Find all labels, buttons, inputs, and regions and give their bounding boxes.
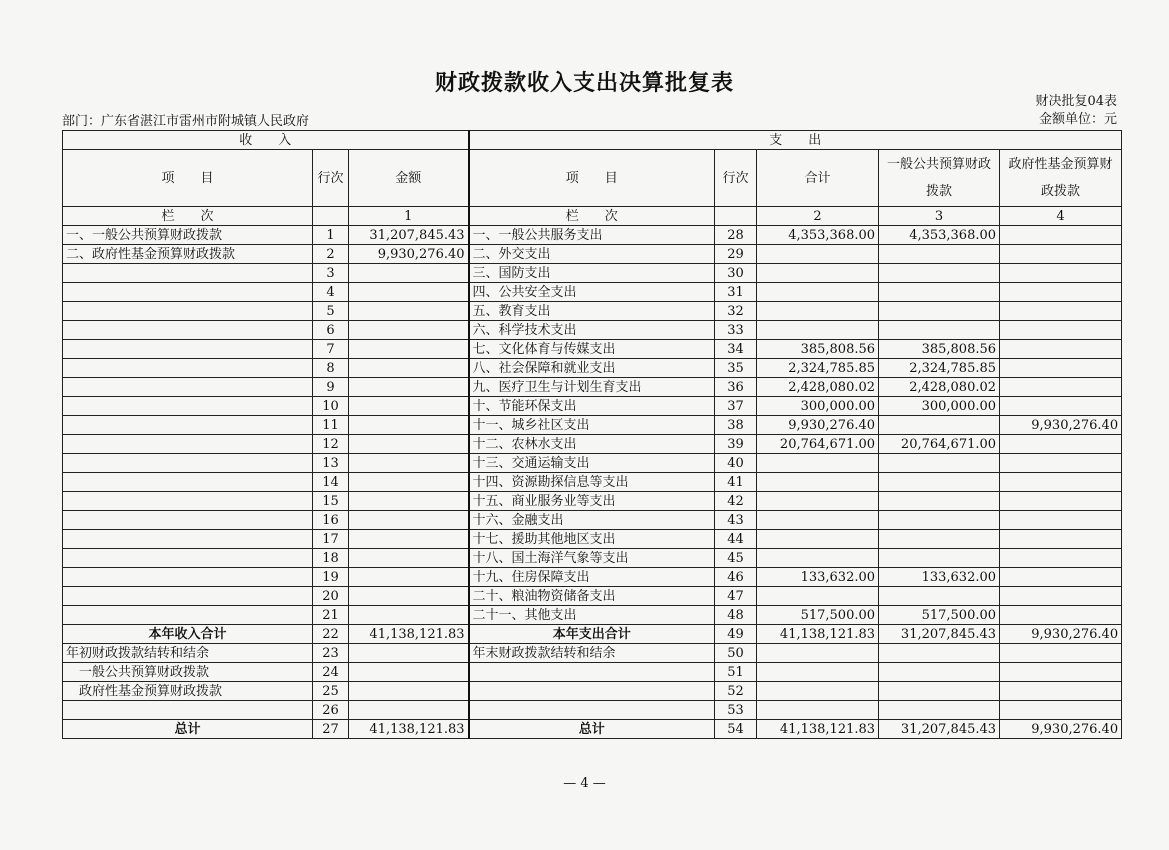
expense-total-cell: 300,000.00 bbox=[757, 397, 879, 416]
expense-item-cell bbox=[469, 701, 715, 720]
income-rowno-cell: 20 bbox=[313, 587, 349, 606]
expense-col2-index: 2 bbox=[757, 207, 879, 226]
income-rowno-cell: 12 bbox=[313, 435, 349, 454]
table-row bbox=[63, 302, 1122, 321]
expense-total-cell bbox=[757, 682, 879, 701]
expense-total-cell bbox=[757, 587, 879, 606]
fund-budget-cell bbox=[1000, 587, 1122, 606]
expense-total-cell: 4,353,368.00 bbox=[757, 226, 879, 245]
expense-item-cell: 一、一般公共服务支出 bbox=[469, 226, 715, 245]
fund-budget-cell bbox=[1000, 397, 1122, 416]
income-item-cell bbox=[63, 397, 313, 416]
table-row bbox=[63, 606, 1122, 625]
table-row bbox=[63, 245, 1122, 264]
income-rowno-cell: 22 bbox=[313, 625, 349, 644]
fund-budget-cell bbox=[1000, 359, 1122, 378]
income-amount-cell bbox=[349, 492, 469, 511]
expense-col-label: 栏 次 bbox=[469, 207, 715, 226]
income-item-cell bbox=[63, 701, 313, 720]
income-rowno-cell: 11 bbox=[313, 416, 349, 435]
expense-rowno-cell: 46 bbox=[715, 568, 757, 587]
expense-total-cell: 20,764,671.00 bbox=[757, 435, 879, 454]
expense-total-cell: 2,428,080.02 bbox=[757, 378, 879, 397]
income-rowno-cell: 18 bbox=[313, 549, 349, 568]
expense-item-cell: 本年支出合计 bbox=[469, 625, 715, 644]
fund-budget-cell bbox=[1000, 378, 1122, 397]
income-rowno-cell: 3 bbox=[313, 264, 349, 283]
expense-item-cell: 九、医疗卫生与计划生育支出 bbox=[469, 378, 715, 397]
income-amount-header: 金额 bbox=[349, 150, 469, 207]
expense-item-cell bbox=[469, 663, 715, 682]
income-item-cell: 一、一般公共预算财政拨款 bbox=[63, 226, 313, 245]
general-budget-cell: 31,207,845.43 bbox=[879, 720, 1000, 739]
income-group-header: 收 入 bbox=[63, 131, 469, 150]
income-item-cell bbox=[63, 340, 313, 359]
expense-item-cell: 二十、粮油物资储备支出 bbox=[469, 587, 715, 606]
income-amount-cell: 9,930,276.40 bbox=[349, 245, 469, 264]
expense-item-cell bbox=[469, 682, 715, 701]
expense-total-cell: 517,500.00 bbox=[757, 606, 879, 625]
income-rowno-cell: 6 bbox=[313, 321, 349, 340]
fund-budget-header: 政府性基金预算财政拨款 bbox=[1000, 150, 1122, 207]
income-col-label: 栏 次 bbox=[63, 207, 313, 226]
income-item-cell: 政府性基金预算财政拨款 bbox=[63, 682, 313, 701]
general-budget-cell bbox=[879, 416, 1000, 435]
income-amount-cell: 31,207,845.43 bbox=[349, 226, 469, 245]
fund-budget-cell bbox=[1000, 321, 1122, 340]
income-rowno-cell: 14 bbox=[313, 473, 349, 492]
income-item-cell bbox=[63, 511, 313, 530]
form-code: 财决批复04表 bbox=[1035, 94, 1117, 109]
income-rowno-cell: 1 bbox=[313, 226, 349, 245]
income-rowno-cell: 8 bbox=[313, 359, 349, 378]
income-amount-cell bbox=[349, 378, 469, 397]
income-item-cell bbox=[63, 435, 313, 454]
expense-item-cell: 八、社会保障和就业支出 bbox=[469, 359, 715, 378]
income-amount-cell: 41,138,121.83 bbox=[349, 720, 469, 739]
fund-budget-cell bbox=[1000, 530, 1122, 549]
fund-budget-cell bbox=[1000, 663, 1122, 682]
group-header-row bbox=[63, 131, 1122, 150]
expense-item-header: 项 目 bbox=[469, 150, 715, 207]
expense-total-cell bbox=[757, 302, 879, 321]
general-budget-cell bbox=[879, 473, 1000, 492]
expense-rowno-cell: 37 bbox=[715, 397, 757, 416]
table-row bbox=[63, 720, 1122, 739]
expense-total-cell bbox=[757, 663, 879, 682]
income-item-cell bbox=[63, 473, 313, 492]
expense-item-cell: 二十一、其他支出 bbox=[469, 606, 715, 625]
fund-budget-cell bbox=[1000, 473, 1122, 492]
table-row bbox=[63, 625, 1122, 644]
expense-rowno-cell: 47 bbox=[715, 587, 757, 606]
fund-budget-cell: 9,930,276.40 bbox=[1000, 720, 1122, 739]
income-rowno-cell: 26 bbox=[313, 701, 349, 720]
income-rowno-cell: 24 bbox=[313, 663, 349, 682]
expense-item-cell: 十四、资源勘探信息等支出 bbox=[469, 473, 715, 492]
expense-total-cell: 41,138,121.83 bbox=[757, 720, 879, 739]
table-row bbox=[63, 568, 1122, 587]
general-budget-cell bbox=[879, 663, 1000, 682]
table-row bbox=[63, 416, 1122, 435]
income-amount-cell bbox=[349, 454, 469, 473]
general-budget-cell: 31,207,845.43 bbox=[879, 625, 1000, 644]
table-row bbox=[63, 264, 1122, 283]
income-rowno-cell: 25 bbox=[313, 682, 349, 701]
general-budget-cell: 385,808.56 bbox=[879, 340, 1000, 359]
table-row bbox=[63, 549, 1122, 568]
general-budget-cell bbox=[879, 283, 1000, 302]
expense-item-cell: 总计 bbox=[469, 720, 715, 739]
expense-total-cell bbox=[757, 511, 879, 530]
income-amount-cell bbox=[349, 397, 469, 416]
expense-rowno-cell: 45 bbox=[715, 549, 757, 568]
table-row bbox=[63, 701, 1122, 720]
expense-rowno-cell: 33 bbox=[715, 321, 757, 340]
income-rowno-cell: 10 bbox=[313, 397, 349, 416]
expense-total-cell bbox=[757, 492, 879, 511]
income-amount-cell bbox=[349, 682, 469, 701]
income-amount-cell bbox=[349, 283, 469, 302]
income-rowno-cell: 15 bbox=[313, 492, 349, 511]
expense-item-cell: 十、节能环保支出 bbox=[469, 397, 715, 416]
income-amount-cell bbox=[349, 663, 469, 682]
income-item-cell bbox=[63, 454, 313, 473]
income-amount-cell bbox=[349, 644, 469, 663]
income-item-cell bbox=[63, 568, 313, 587]
income-item-header: 项 目 bbox=[63, 150, 313, 207]
fund-budget-cell bbox=[1000, 245, 1122, 264]
income-amount-cell bbox=[349, 568, 469, 587]
expense-total-cell: 385,808.56 bbox=[757, 340, 879, 359]
income-amount-cell bbox=[349, 511, 469, 530]
expense-item-cell: 十三、交通运输支出 bbox=[469, 454, 715, 473]
income-rowno-cell: 5 bbox=[313, 302, 349, 321]
income-amount-cell bbox=[349, 321, 469, 340]
expense-rowno-cell: 36 bbox=[715, 378, 757, 397]
fund-budget-cell bbox=[1000, 435, 1122, 454]
table-row bbox=[63, 530, 1122, 549]
fund-budget-cell bbox=[1000, 701, 1122, 720]
expense-rowno-cell: 35 bbox=[715, 359, 757, 378]
expense-total-cell bbox=[757, 321, 879, 340]
fund-budget-cell: 9,930,276.40 bbox=[1000, 625, 1122, 644]
expense-rowno-cell: 28 bbox=[715, 226, 757, 245]
general-budget-cell bbox=[879, 644, 1000, 663]
income-amount-cell bbox=[349, 340, 469, 359]
expense-rowno-cell: 41 bbox=[715, 473, 757, 492]
income-item-cell bbox=[63, 530, 313, 549]
income-item-cell bbox=[63, 378, 313, 397]
general-budget-cell bbox=[879, 245, 1000, 264]
expense-item-cell: 十七、援助其他地区支出 bbox=[469, 530, 715, 549]
fund-budget-cell bbox=[1000, 454, 1122, 473]
income-rowno-cell: 13 bbox=[313, 454, 349, 473]
expense-total-cell bbox=[757, 454, 879, 473]
table-row bbox=[63, 321, 1122, 340]
income-amount-cell bbox=[349, 359, 469, 378]
expense-rowno-cell: 32 bbox=[715, 302, 757, 321]
expense-total-cell bbox=[757, 549, 879, 568]
expense-item-cell: 三、国防支出 bbox=[469, 264, 715, 283]
income-amount-cell bbox=[349, 264, 469, 283]
income-item-cell bbox=[63, 283, 313, 302]
table-body bbox=[63, 226, 1122, 739]
income-col1-index: 1 bbox=[349, 207, 469, 226]
expense-total-cell: 133,632.00 bbox=[757, 568, 879, 587]
expense-rowno-cell: 48 bbox=[715, 606, 757, 625]
general-budget-cell: 517,500.00 bbox=[879, 606, 1000, 625]
expense-rowno-cell: 43 bbox=[715, 511, 757, 530]
expense-rowno-cell: 42 bbox=[715, 492, 757, 511]
amount-unit: 金额单位：元 bbox=[1038, 112, 1117, 127]
income-rowno-cell: 21 bbox=[313, 606, 349, 625]
income-rowno-cell: 17 bbox=[313, 530, 349, 549]
table-row bbox=[63, 492, 1122, 511]
fund-budget-cell bbox=[1000, 340, 1122, 359]
expense-total-cell bbox=[757, 264, 879, 283]
fund-budget-cell bbox=[1000, 511, 1122, 530]
general-budget-cell bbox=[879, 587, 1000, 606]
expense-col3-index: 3 bbox=[879, 207, 1000, 226]
table-row bbox=[63, 511, 1122, 530]
table-row bbox=[63, 340, 1122, 359]
general-budget-cell bbox=[879, 549, 1000, 568]
income-item-cell: 本年收入合计 bbox=[63, 625, 313, 644]
income-rowno-cell: 9 bbox=[313, 378, 349, 397]
fund-budget-cell bbox=[1000, 644, 1122, 663]
income-item-cell bbox=[63, 321, 313, 340]
income-amount-cell bbox=[349, 606, 469, 625]
expense-rowno-cell: 30 bbox=[715, 264, 757, 283]
table-row bbox=[63, 454, 1122, 473]
expense-item-cell: 十九、住房保障支出 bbox=[469, 568, 715, 587]
expense-col4-index: 4 bbox=[1000, 207, 1122, 226]
general-budget-cell: 4,353,368.00 bbox=[879, 226, 1000, 245]
income-item-cell: 一般公共预算财政拨款 bbox=[63, 663, 313, 682]
income-item-cell bbox=[63, 416, 313, 435]
income-amount-cell bbox=[349, 530, 469, 549]
expense-rowno-cell: 50 bbox=[715, 644, 757, 663]
income-amount-cell bbox=[349, 416, 469, 435]
general-budget-cell bbox=[879, 492, 1000, 511]
general-budget-cell bbox=[879, 511, 1000, 530]
income-rowno-index bbox=[313, 207, 349, 226]
column-index-row bbox=[63, 207, 1122, 226]
table-row bbox=[63, 359, 1122, 378]
income-rowno-cell: 4 bbox=[313, 283, 349, 302]
fund-budget-cell bbox=[1000, 682, 1122, 701]
expense-total-cell bbox=[757, 245, 879, 264]
expense-item-cell: 十六、金融支出 bbox=[469, 511, 715, 530]
page-number: — 4 — bbox=[563, 776, 606, 791]
general-budget-cell: 2,324,785.85 bbox=[879, 359, 1000, 378]
expense-item-cell: 十八、国土海洋气象等支出 bbox=[469, 549, 715, 568]
expense-total-cell bbox=[757, 644, 879, 663]
income-amount-cell bbox=[349, 587, 469, 606]
expense-rowno-cell: 40 bbox=[715, 454, 757, 473]
income-rowno-cell: 7 bbox=[313, 340, 349, 359]
income-rowno-cell: 19 bbox=[313, 568, 349, 587]
general-budget-cell bbox=[879, 701, 1000, 720]
expense-rowno-cell: 44 bbox=[715, 530, 757, 549]
income-rowno-cell: 23 bbox=[313, 644, 349, 663]
table-row bbox=[63, 435, 1122, 454]
expense-rowno-cell: 39 bbox=[715, 435, 757, 454]
income-item-cell bbox=[63, 359, 313, 378]
table-row bbox=[63, 473, 1122, 492]
table-row bbox=[63, 283, 1122, 302]
expense-item-cell: 四、公共安全支出 bbox=[469, 283, 715, 302]
expense-rowno-index bbox=[715, 207, 757, 226]
expense-rowno-header: 行次 bbox=[715, 150, 757, 207]
table-row bbox=[63, 378, 1122, 397]
income-item-cell bbox=[63, 587, 313, 606]
table-row bbox=[63, 682, 1122, 701]
fund-budget-cell bbox=[1000, 568, 1122, 587]
expense-item-cell: 六、科学技术支出 bbox=[469, 321, 715, 340]
income-item-cell bbox=[63, 264, 313, 283]
expense-rowno-cell: 34 bbox=[715, 340, 757, 359]
expense-rowno-cell: 38 bbox=[715, 416, 757, 435]
fund-budget-cell bbox=[1000, 606, 1122, 625]
income-rowno-cell: 2 bbox=[313, 245, 349, 264]
column-header-row bbox=[63, 150, 1122, 207]
expense-total-cell bbox=[757, 473, 879, 492]
fund-budget-cell bbox=[1000, 283, 1122, 302]
general-budget-header: 一般公共预算财政拨款 bbox=[879, 150, 1000, 207]
income-item-cell bbox=[63, 492, 313, 511]
fund-budget-cell bbox=[1000, 226, 1122, 245]
expense-rowno-cell: 51 bbox=[715, 663, 757, 682]
general-budget-cell bbox=[879, 682, 1000, 701]
income-amount-cell bbox=[349, 435, 469, 454]
expense-rowno-cell: 29 bbox=[715, 245, 757, 264]
expense-total-cell bbox=[757, 283, 879, 302]
page-title: 财政拨款收入支出决算批复表 bbox=[434, 71, 734, 96]
expense-total-cell bbox=[757, 701, 879, 720]
income-rowno-header: 行次 bbox=[313, 150, 349, 207]
general-budget-cell: 20,764,671.00 bbox=[879, 435, 1000, 454]
expense-item-cell: 二、外交支出 bbox=[469, 245, 715, 264]
expense-total-cell: 41,138,121.83 bbox=[757, 625, 879, 644]
income-amount-cell bbox=[349, 302, 469, 321]
general-budget-cell: 2,428,080.02 bbox=[879, 378, 1000, 397]
general-budget-cell bbox=[879, 454, 1000, 473]
fund-budget-cell bbox=[1000, 302, 1122, 321]
table-row bbox=[63, 587, 1122, 606]
general-budget-cell: 300,000.00 bbox=[879, 397, 1000, 416]
income-rowno-cell: 27 bbox=[313, 720, 349, 739]
expense-total-header: 合计 bbox=[757, 150, 879, 207]
income-item-cell: 年初财政拨款结转和结余 bbox=[63, 644, 313, 663]
expense-item-cell: 年末财政拨款结转和结余 bbox=[469, 644, 715, 663]
income-amount-cell bbox=[349, 701, 469, 720]
income-item-cell bbox=[63, 606, 313, 625]
fund-budget-cell: 9,930,276.40 bbox=[1000, 416, 1122, 435]
budget-table bbox=[62, 130, 1122, 739]
income-item-cell bbox=[63, 302, 313, 321]
income-amount-cell: 41,138,121.83 bbox=[349, 625, 469, 644]
table-row bbox=[63, 644, 1122, 663]
expense-rowno-cell: 53 bbox=[715, 701, 757, 720]
income-amount-cell bbox=[349, 473, 469, 492]
table-row bbox=[63, 663, 1122, 682]
expense-group-header: 支 出 bbox=[469, 131, 1122, 150]
expense-rowno-cell: 49 bbox=[715, 625, 757, 644]
expense-total-cell bbox=[757, 530, 879, 549]
income-item-cell: 总计 bbox=[63, 720, 313, 739]
expense-rowno-cell: 52 bbox=[715, 682, 757, 701]
expense-item-cell: 十二、农林水支出 bbox=[469, 435, 715, 454]
income-item-cell bbox=[63, 549, 313, 568]
expense-item-cell: 五、教育支出 bbox=[469, 302, 715, 321]
general-budget-cell bbox=[879, 264, 1000, 283]
expense-item-cell: 十一、城乡社区支出 bbox=[469, 416, 715, 435]
fund-budget-cell bbox=[1000, 549, 1122, 568]
expense-item-cell: 七、文化体育与传媒支出 bbox=[469, 340, 715, 359]
expense-rowno-cell: 31 bbox=[715, 283, 757, 302]
fund-budget-cell bbox=[1000, 264, 1122, 283]
department-label: 部门：广东省湛江市雷州市附城镇人民政府 bbox=[62, 114, 310, 129]
expense-rowno-cell: 54 bbox=[715, 720, 757, 739]
general-budget-cell bbox=[879, 530, 1000, 549]
income-amount-cell bbox=[349, 549, 469, 568]
table-row bbox=[63, 397, 1122, 416]
fund-budget-cell bbox=[1000, 492, 1122, 511]
expense-item-cell: 十五、商业服务业等支出 bbox=[469, 492, 715, 511]
expense-total-cell: 2,324,785.85 bbox=[757, 359, 879, 378]
general-budget-cell: 133,632.00 bbox=[879, 568, 1000, 587]
income-rowno-cell: 16 bbox=[313, 511, 349, 530]
table-row bbox=[63, 226, 1122, 245]
general-budget-cell bbox=[879, 321, 1000, 340]
expense-total-cell: 9,930,276.40 bbox=[757, 416, 879, 435]
general-budget-cell bbox=[879, 302, 1000, 321]
income-item-cell: 二、政府性基金预算财政拨款 bbox=[63, 245, 313, 264]
